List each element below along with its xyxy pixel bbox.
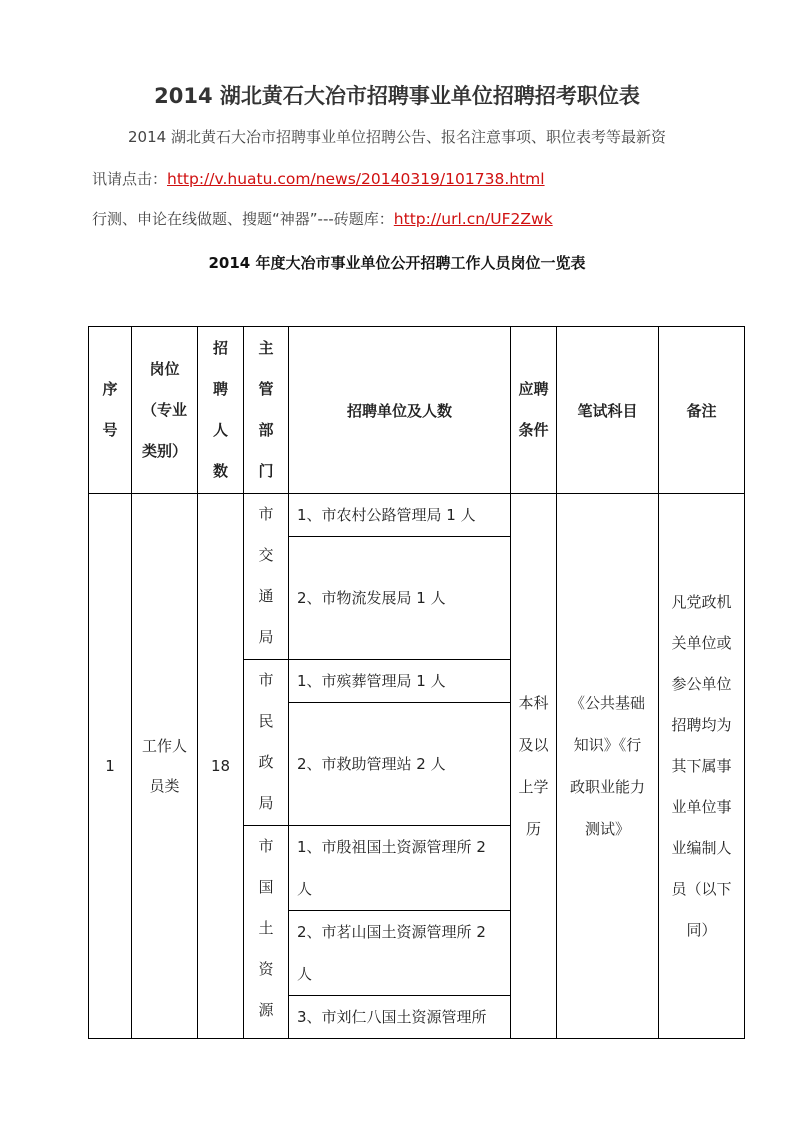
tool-line (92, 208, 553, 229)
info-prefix: 讯请点击： (92, 170, 168, 188)
unit-item: 1、市殡葬管理局 1 人 (289, 660, 511, 703)
cell-dept-civil: 市 民 政 局 (244, 660, 289, 826)
cell-post: 工作人 员类 (132, 494, 198, 1039)
cell-dept-land: 市 国 土 资 源 (244, 826, 289, 1039)
cell-cond: 本科 及以 上学 历 (511, 494, 557, 1039)
header-no: 序 号 (89, 327, 132, 494)
header-note: 备注 (659, 327, 745, 494)
header-row (89, 327, 745, 494)
tool-link[interactable]: http://url.cn/UF2Zwk (393, 210, 553, 228)
header-count: 招 聘 人 数 (198, 327, 244, 494)
info-line (92, 168, 545, 189)
unit-item: 2、市救助管理站 2 人 (289, 703, 511, 826)
header-cond: 应聘 条件 (511, 327, 557, 494)
header-exam: 笔试科目 (557, 327, 659, 494)
info-link[interactable]: http://v.huatu.com/news/20140319/101738.html (167, 170, 545, 188)
table-row (89, 494, 745, 537)
unit-item: 1、市殷祖国土资源管理所 2 人 (289, 826, 511, 911)
header-units: 招聘单位及人数 (289, 327, 511, 494)
intro-line: 2014 湖北黄石大冶市招聘事业单位招聘公告、报名注意事项、职位表考等最新资 (128, 128, 666, 146)
table-title: 2014 年度大冶市事业单位公开招聘工作人员岗位一览表 (208, 254, 586, 272)
header-dept: 主 管 部 门 (244, 327, 289, 494)
cell-note: 凡党政机 关单位或 参公单位 招聘均为 其下属事 业单位事 业编制人 员（以下 同） (659, 494, 745, 1039)
unit-item: 1、市农村公路管理局 1 人 (289, 494, 511, 537)
unit-item: 2、市茗山国土资源管理所 2 人 (289, 911, 511, 996)
unit-item: 2、市物流发展局 1 人 (289, 537, 511, 660)
unit-item: 3、市刘仁八国土资源管理所 (289, 996, 511, 1039)
cell-count: 18 (198, 494, 244, 1039)
header-post: 岗位 （专业 类别） (132, 327, 198, 494)
cell-dept-transport: 市 交 通 局 (244, 494, 289, 660)
tool-prefix: 行测、申论在线做题、搜题“神器”---砖题库： (92, 210, 394, 228)
cell-exam: 《公共基础 知识》《行 政职业能力 测试》 (557, 494, 659, 1039)
cell-no: 1 (89, 494, 132, 1039)
document-title: 2014 湖北黄石大冶市招聘事业单位招聘招考职位表 (154, 84, 640, 108)
positions-table (88, 326, 745, 1039)
